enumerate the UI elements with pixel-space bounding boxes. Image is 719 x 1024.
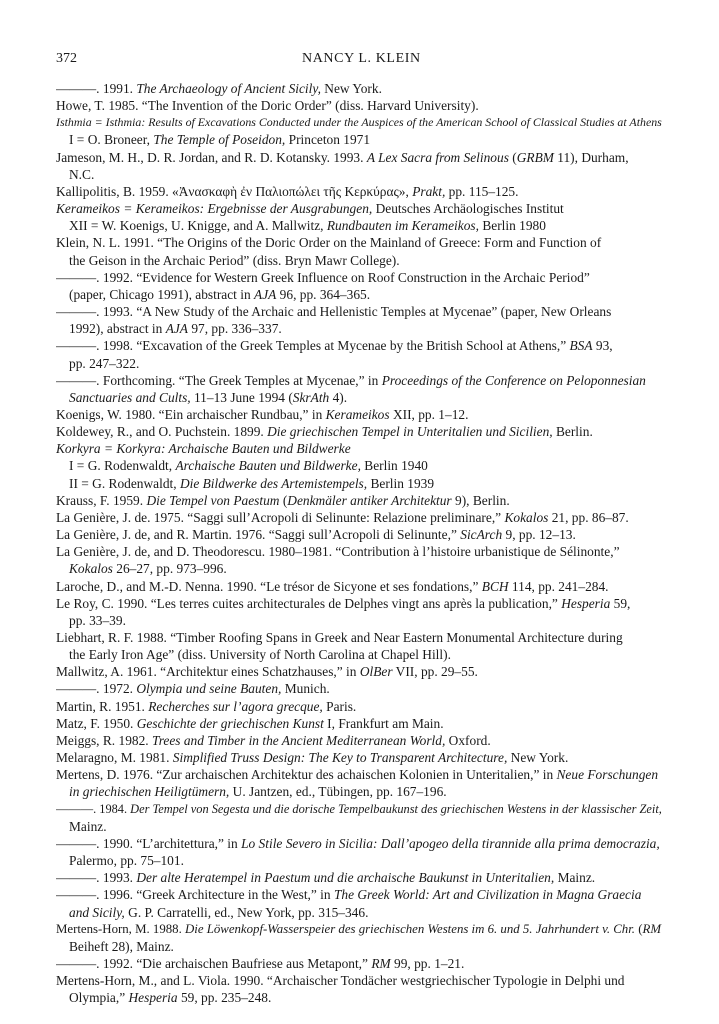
italic-title: Die Bildwerke des Artemistempels, <box>179 475 368 491</box>
reference-entry <box>56 440 662 491</box>
reference-line <box>56 560 662 577</box>
reference-entry <box>56 680 662 697</box>
reference-text: Koenigs, W. 1980. “Ein archaischer Rundbau,” in <box>56 406 326 422</box>
reference-line <box>56 612 662 629</box>
italic-title: AJA <box>254 286 277 302</box>
reference-text: Berlin 1980 <box>478 218 546 234</box>
reference-text: 11), Durham, <box>553 149 629 165</box>
reference-entry <box>56 766 662 800</box>
italic-title: Kokalos <box>69 561 113 577</box>
italic-title: Rundbauten im Kerameikos, <box>326 218 479 234</box>
reference-entry <box>56 629 662 663</box>
reference-entry <box>56 801 662 835</box>
reference-entry <box>56 149 662 183</box>
italic-title: OlBer <box>359 664 393 680</box>
reference-line <box>56 680 662 697</box>
reference-text: Berlin 1940 <box>360 458 428 474</box>
reference-text: XII, pp. 1–12. <box>389 406 469 422</box>
reference-text: La Genière, J. de, and R. Martin. 1976. “Saggi sull’Acropoli di Selinunte,” <box>56 527 461 543</box>
italic-title: Lo Stile Severo in Sicilia: Dall’apogeo della tirannide alla prima democrazia, <box>241 835 660 851</box>
reference-text: U. Jantzen, ed., Tübingen, pp. 167–196. <box>229 784 447 800</box>
reference-entry <box>56 749 662 766</box>
italic-title: RM <box>642 921 662 936</box>
reference-entry <box>56 698 662 715</box>
reference-line <box>56 732 662 749</box>
italic-title: Die griechischen Tempel in Unteritalien und Sicilien, <box>267 424 553 440</box>
reference-text: Krauss, F. 1959. <box>56 492 147 508</box>
reference-text: New York. <box>507 750 569 766</box>
reference-line <box>56 801 662 818</box>
reference-entry <box>56 183 662 200</box>
reference-line <box>56 337 662 354</box>
italic-title: Kerameikos <box>325 406 390 422</box>
reference-line <box>56 972 662 989</box>
reference-entry <box>56 406 662 423</box>
reference-text: Beiheft 28), Mainz. <box>69 938 174 954</box>
italic-title: The Greek World: Art and Civilization in Magna Graecia <box>333 887 642 903</box>
italic-title: Die Löwenkopf-Wasserspeier des griechischen Westens im 6. und 5. Jahrhundert v. Chr. <box>184 921 635 936</box>
reference-entry <box>56 955 662 972</box>
reference-line <box>56 80 662 97</box>
reference-line <box>56 423 662 440</box>
reference-line <box>56 372 662 389</box>
italic-title: Trees and Timber in the Ancient Mediterranean World, <box>151 732 446 748</box>
reference-line <box>56 989 662 1006</box>
reference-line <box>56 818 662 835</box>
reference-text: ———. 1998. “Excavation of the Greek Temples at Mycenae by the British School at Athens,” <box>56 338 570 354</box>
reference-line <box>56 938 662 955</box>
reference-line <box>56 234 662 251</box>
reference-text: (paper, Chicago 1991), abstract in <box>69 286 255 302</box>
italic-title: Der Tempel von Segesta und die dorische Tempelbaukunst des griechischen Westens in der klassischer Zeit, <box>130 801 662 816</box>
italic-title: Denkmäler antiker Architektur <box>287 492 452 508</box>
reference-entry <box>56 234 662 268</box>
running-head: NANCY L. KLEIN <box>302 51 421 66</box>
reference-entry <box>56 526 662 543</box>
reference-entry <box>56 114 662 148</box>
reference-text: ( <box>635 921 643 936</box>
reference-text: 9, pp. 12–13. <box>502 527 576 543</box>
reference-line <box>56 955 662 972</box>
reference-line <box>56 663 662 680</box>
reference-line <box>56 303 662 320</box>
reference-text: Laroche, D., and M.-D. Nenna. 1990. “Le trésor de Sicyone et ses fondations,” <box>56 578 482 594</box>
reference-text: I = O. Broneer, <box>69 132 154 148</box>
reference-text: La Genière, J. de, and D. Theodorescu. 1980–1981. “Contribution à l’histoire urbanistique de Sélinonte,” <box>56 544 620 560</box>
reference-text: Liebhart, R. F. 1988. “Timber Roofing Spans in Greek and Near Eastern Monumental Architecture during <box>56 630 623 645</box>
italic-title: BCH <box>481 578 509 594</box>
reference-text: 99, pp. 1–21. <box>390 955 465 971</box>
reference-text: pp. 115–125. <box>445 183 519 199</box>
reference-text: I, Frankfurt am Main. <box>323 715 444 731</box>
reference-text: II = G. Rodenwaldt, <box>69 475 180 491</box>
italic-title: Isthmia = Isthmia: Results of Excavations Conducted under the Auspices of the American School of Classical Studies at Athens <box>56 115 662 130</box>
reference-line <box>56 835 662 852</box>
reference-text: Mertens-Horn, M. 1988. <box>56 921 185 936</box>
reference-line <box>56 766 662 783</box>
reference-text: Oxford. <box>445 732 491 748</box>
reference-line <box>56 269 662 286</box>
reference-line <box>56 166 662 183</box>
reference-line <box>56 286 662 303</box>
reference-text: Jameson, M. H., D. R. Jordan, and R. D. Kotansky. 1993. <box>56 149 367 165</box>
reference-entry <box>56 869 662 886</box>
reference-text: Berlin. <box>552 424 593 440</box>
italic-title: SkrAth <box>292 389 330 405</box>
reference-text: the Early Iron Age” (diss. University of North Carolina at Chapel Hill). <box>69 647 451 663</box>
reference-entry <box>56 492 662 509</box>
reference-list <box>56 80 662 1006</box>
reference-line <box>56 389 662 406</box>
reference-text: Meiggs, R. 1982. <box>56 732 152 748</box>
italic-title: Korkyra = Korkyra: Archaische Bauten und Bildwerke <box>56 441 351 457</box>
reference-line <box>56 97 662 114</box>
reference-text: Mertens, D. 1976. “Zur archaischen Architektur des achaischen Kolonien in Unteritalien,” in <box>56 767 557 783</box>
reference-text: I = G. Rodenwaldt, <box>69 458 176 474</box>
reference-line <box>56 869 662 886</box>
reference-line <box>56 698 662 715</box>
reference-line <box>56 457 662 474</box>
reference-line <box>56 783 662 800</box>
reference-text: 93, <box>592 338 613 354</box>
reference-entry <box>56 337 662 371</box>
reference-entry <box>56 423 662 440</box>
reference-text: ———. 1984. <box>56 801 131 816</box>
reference-entry <box>56 972 662 1006</box>
reference-text: 96, pp. 364–365. <box>276 286 371 302</box>
reference-text: Munich. <box>281 681 330 697</box>
reference-text: ( <box>279 492 288 508</box>
reference-entry <box>56 372 662 406</box>
reference-text: La Genière, J. de. 1975. “Saggi sull’Acropoli di Selinunte: Relazione preliminare,” <box>56 509 505 525</box>
reference-text: Mertens-Horn, M., and L. Viola. 1990. “Archaischer Tondächer westgriechischer Typologie in Delphi und <box>56 973 625 989</box>
reference-line <box>56 749 662 766</box>
reference-line <box>56 852 662 869</box>
reference-text: Palermo, pp. 75–101. <box>69 853 184 869</box>
italic-title: in griechischen Heiligtümern, <box>69 784 230 800</box>
reference-text: 59, <box>610 595 631 611</box>
reference-text: N.C. <box>69 166 95 182</box>
reference-text: ———. 1992. “Evidence for Western Greek Influence on Roof Construction in the Archaic Period” <box>56 269 590 285</box>
reference-text: ———. 1993. <box>56 870 137 886</box>
reference-entry <box>56 595 662 629</box>
italic-title: Hesperia <box>561 595 611 611</box>
italic-title: A Lex Sacra from Selinous <box>366 149 509 165</box>
italic-title: SicArch <box>460 527 503 543</box>
reference-line <box>56 440 662 457</box>
italic-title: RM <box>371 955 391 971</box>
reference-line <box>56 526 662 543</box>
italic-title: Kokalos <box>504 509 549 525</box>
italic-title: Proceedings of the Conference on Peloponnesian <box>381 372 646 388</box>
reference-text: Berlin 1939 <box>367 475 435 491</box>
reference-text: Koldewey, R., and O. Puchstein. 1899. <box>56 424 268 440</box>
italic-title: Archaische Bauten und Bildwerke, <box>175 458 361 474</box>
reference-entry <box>56 663 662 680</box>
reference-entry <box>56 97 662 114</box>
reference-line <box>56 217 662 234</box>
reference-line <box>56 921 662 938</box>
reference-text: 9), Berlin. <box>451 492 510 508</box>
reference-line <box>56 904 662 921</box>
reference-text: XII = W. Koenigs, U. Knigge, and A. Mallwitz, <box>69 218 327 234</box>
reference-text: 59, pp. 235–248. <box>177 990 272 1006</box>
reference-line <box>56 183 662 200</box>
reference-entry <box>56 200 662 234</box>
reference-line <box>56 492 662 509</box>
italic-title: Olympia und seine Bauten, <box>136 681 282 697</box>
reference-line <box>56 114 662 131</box>
italic-title: Die Tempel von Paestum <box>146 492 280 508</box>
italic-title: Geschichte der griechischen Kunst <box>136 715 324 731</box>
italic-title: The Temple of Poseidon, <box>153 132 286 148</box>
reference-line <box>56 543 662 560</box>
reference-text: pp. 247–322. <box>69 355 140 371</box>
reference-line <box>56 509 662 526</box>
reference-text: VII, pp. 29–55. <box>392 664 478 680</box>
reference-text: 1992), abstract in <box>69 321 166 337</box>
reference-text: Olympia,” <box>69 990 129 1006</box>
reference-text: 11–13 June 1994 ( <box>190 389 293 405</box>
reference-line <box>56 886 662 903</box>
reference-line <box>56 200 662 217</box>
reference-text: ———. 1992. “Die archaischen Baufriese aus Metapont,” <box>56 955 372 971</box>
italic-title: Sanctuaries and Cults, <box>69 389 191 405</box>
italic-title: Neue Forschungen <box>556 767 659 783</box>
italic-title: Simplified Truss Design: The Key to Transparent Architecture, <box>172 750 508 766</box>
reference-text: ———. Forthcoming. “The Greek Temples at Mycenae,” in <box>56 372 382 388</box>
reference-text: 21, pp. 86–87. <box>548 509 629 525</box>
page-header <box>56 51 663 71</box>
reference-text: Mallwitz, A. 1961. “Architektur eines Schatzhauses,” in <box>56 664 360 680</box>
italic-title: Hesperia <box>128 990 178 1006</box>
reference-text: 114, pp. 241–284. <box>508 578 609 594</box>
italic-title: Der alte Heratempel in Paestum und die archaische Baukunst in Unteritalien, <box>136 870 555 886</box>
reference-entry <box>56 80 662 97</box>
reference-line <box>56 406 662 423</box>
reference-entry <box>56 921 662 955</box>
page-number: 372 <box>56 51 77 66</box>
reference-text: Paris. <box>322 698 357 714</box>
reference-text: Mainz. <box>69 818 107 834</box>
reference-line <box>56 629 662 646</box>
reference-text: pp. 33–39. <box>69 612 126 628</box>
reference-entry <box>56 732 662 749</box>
italic-title: and Sicily, <box>69 904 125 920</box>
italic-title: AJA <box>165 321 188 337</box>
reference-entry <box>56 269 662 303</box>
italic-title: Prakt, <box>412 183 446 199</box>
reference-text: 97, pp. 336–337. <box>188 321 282 337</box>
reference-line <box>56 715 662 732</box>
reference-text: G. P. Carratelli, ed., New York, pp. 315–346. <box>124 904 369 920</box>
reference-text: ———. 1991. <box>56 81 137 96</box>
reference-text: 26–27, pp. 973–996. <box>112 561 227 577</box>
italic-title: GRBM <box>516 149 554 165</box>
italic-title: Recherches sur l’agora grecque, <box>148 698 323 714</box>
reference-text: Matz, F. 1950. <box>56 715 137 731</box>
reference-text: Princeton 1971 <box>285 132 371 148</box>
italic-title: Kerameikos = Kerameikos: Ergebnisse der Ausgrabungen, <box>56 201 373 217</box>
reference-entry <box>56 715 662 732</box>
reference-line <box>56 149 662 166</box>
reference-text: Martin, R. 1951. <box>56 698 149 714</box>
reference-text: Klein, N. L. 1991. “The Origins of the Doric Order on the Mainland of Greece: Form and Function of <box>56 235 602 251</box>
reference-text: ———. 1972. <box>56 681 137 697</box>
reference-entry <box>56 886 662 920</box>
reference-entry <box>56 578 662 595</box>
reference-line <box>56 595 662 612</box>
reference-entry <box>56 835 662 869</box>
italic-title: BSA <box>569 338 593 354</box>
reference-entry <box>56 303 662 337</box>
reference-text: Kallipolitis, B. 1959. «Ἀνασκαφὴ ἐν Παλιοπώλει τῆς Κερκύρας», <box>56 183 413 199</box>
reference-text: Le Roy, C. 1990. “Les terres cuites architecturales de Delphes vingt ans après la publication,” <box>56 595 562 611</box>
reference-text: Mainz. <box>554 870 596 886</box>
reference-text: Howe, T. 1985. “The Invention of the Doric Order” (diss. Harvard University). <box>56 98 479 114</box>
reference-text: ———. 1990. “L’architettura,” in <box>56 835 242 851</box>
reference-line <box>56 646 662 663</box>
reference-line <box>56 252 662 269</box>
reference-text: Melaragno, M. 1981. <box>56 750 173 766</box>
reference-text: Deutsches Archäologisches Institut <box>372 201 564 217</box>
reference-text: ———. 1993. “A New Study of the Archaic and Hellenistic Temples at Mycenae” (paper, New Orleans <box>56 304 612 320</box>
reference-text: 4). <box>329 389 348 405</box>
reference-line <box>56 578 662 595</box>
reference-text: ( <box>508 149 517 165</box>
reference-line <box>56 475 662 492</box>
italic-title: The Archaeology of Ancient Sicily, <box>136 81 321 96</box>
reference-text: ———. 1996. “Greek Architecture in the West,” in <box>56 887 334 903</box>
reference-entry <box>56 509 662 526</box>
reference-text: the Geison in the Archaic Period” (diss. Bryn Mawr College). <box>69 252 400 268</box>
reference-line <box>56 131 662 148</box>
reference-text: New York. <box>320 81 382 96</box>
reference-line <box>56 320 662 337</box>
reference-line <box>56 355 662 372</box>
reference-entry <box>56 543 662 577</box>
